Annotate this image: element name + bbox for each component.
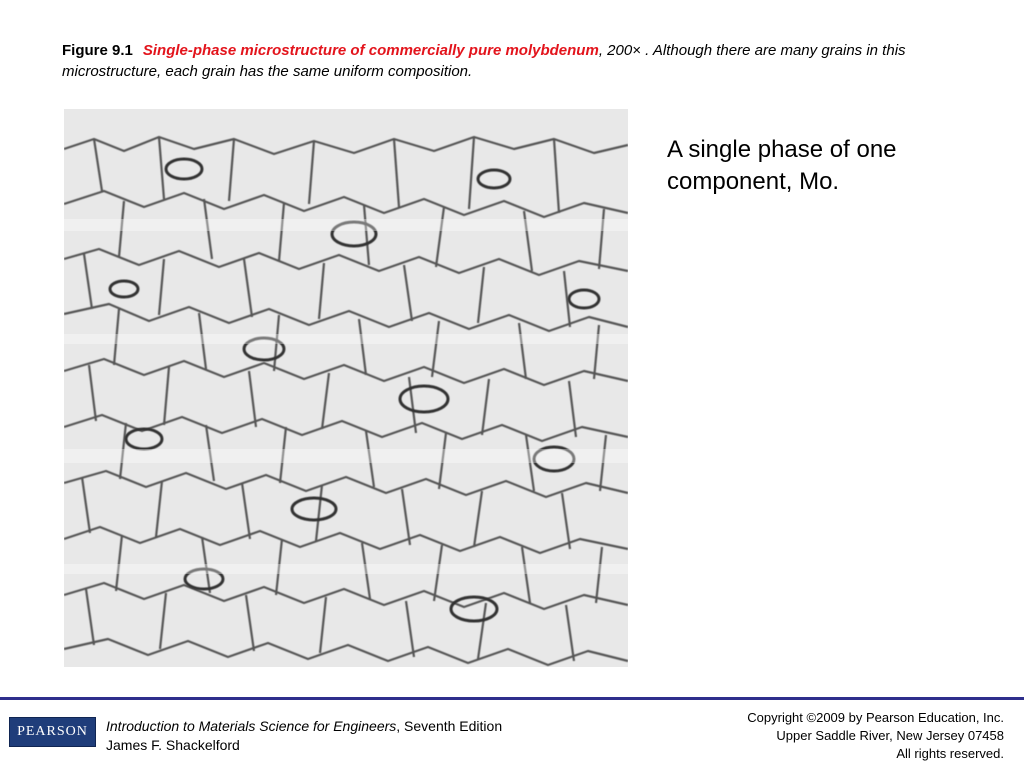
copyright-line-1: Copyright ©2009 by Pearson Education, Inc. xyxy=(747,710,1004,725)
copyright-notice xyxy=(747,709,1004,763)
book-edition: , Seventh Edition xyxy=(396,718,503,734)
book-author: James F. Shackelford xyxy=(106,737,240,753)
grain-structure-graphic xyxy=(64,109,628,667)
figure-label: Figure 9.1 xyxy=(62,42,133,59)
book-info xyxy=(106,717,502,755)
figure-caption xyxy=(62,40,962,82)
figure-caption-text: , 200× . Although there are many grains in this microstructure, each grain has the same uniform composition. xyxy=(62,42,906,80)
pearson-logo-text: PEARSON xyxy=(17,724,88,739)
book-title: Introduction to Materials Science for Engineers xyxy=(106,718,397,734)
pearson-logo xyxy=(9,717,96,747)
side-description: A single phase of one component, Mo. xyxy=(667,136,897,195)
micrograph-image xyxy=(64,109,628,667)
footer-divider xyxy=(0,697,1024,700)
copyright-line-2: Upper Saddle River, New Jersey 07458 xyxy=(776,728,1004,743)
book-title-line xyxy=(106,717,502,736)
figure-title: Single-phase microstructure of commercially pure molybdenum xyxy=(142,42,599,59)
copyright-line-3: All rights reserved. xyxy=(896,746,1004,761)
